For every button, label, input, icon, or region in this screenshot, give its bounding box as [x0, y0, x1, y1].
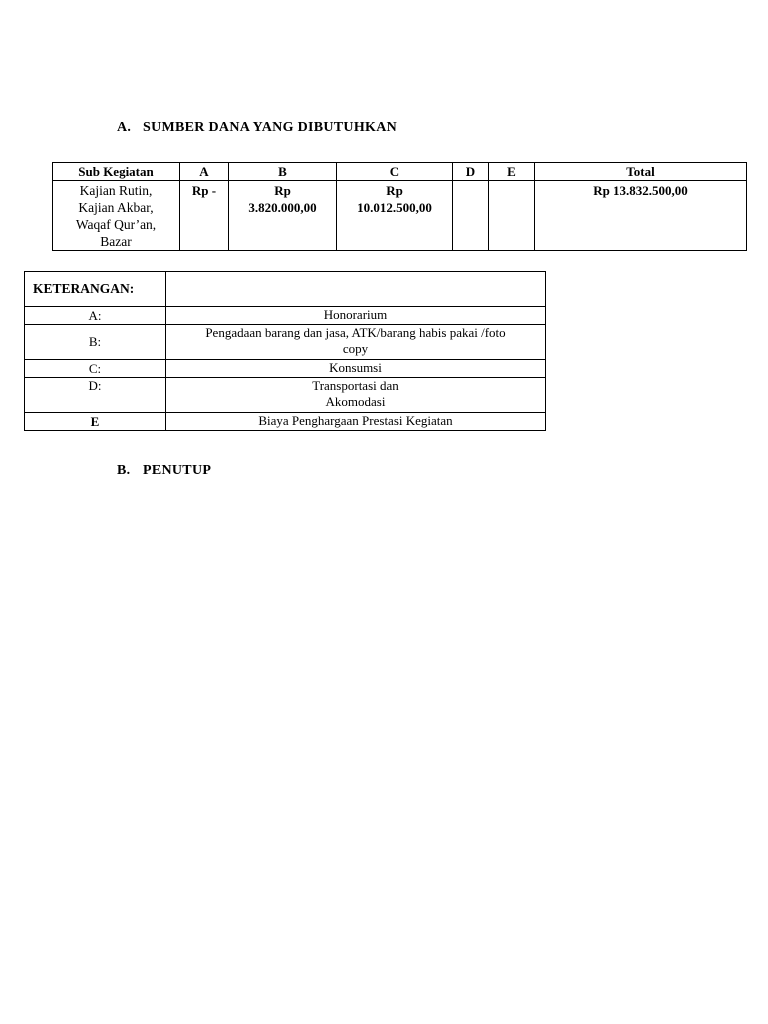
section-b-title: PENUTUP [143, 463, 212, 478]
keterangan-row [25, 413, 546, 431]
section-b-heading [117, 463, 211, 479]
keterangan-title: KETERANGAN: [25, 272, 166, 307]
header-a: A [180, 163, 229, 181]
keterangan-row [25, 378, 546, 413]
keterangan-value: Honorarium [166, 307, 546, 325]
cell-d [453, 181, 489, 251]
fund-table-header-row [53, 163, 747, 181]
cell-total: Rp 13.832.500,00 [535, 181, 747, 251]
keterangan-header-blank [166, 272, 546, 307]
header-d: D [453, 163, 489, 181]
section-a-heading [117, 120, 397, 136]
keterangan-value: Pengadaan barang dan jasa, ATK/barang habis pakai /foto copy [166, 325, 546, 360]
cell-a: Rp - [180, 181, 229, 251]
keterangan-table [24, 271, 546, 431]
keterangan-key: A: [25, 307, 166, 325]
header-e: E [489, 163, 535, 181]
keterangan-key: D: [25, 378, 166, 413]
fund-table-row [53, 181, 747, 251]
keterangan-key: B: [25, 325, 166, 360]
cell-e [489, 181, 535, 251]
section-a-title: SUMBER DANA YANG DIBUTUHKAN [143, 120, 398, 135]
keterangan-row [25, 307, 546, 325]
header-total: Total [535, 163, 747, 181]
header-c: C [337, 163, 453, 181]
header-b: B [229, 163, 337, 181]
cell-b: Rp 3.820.000,00 [229, 181, 337, 251]
keterangan-row [25, 325, 546, 360]
header-sub-kegiatan: Sub Kegiatan [53, 163, 180, 181]
section-a-number: A. [117, 120, 132, 135]
keterangan-header-row [25, 272, 546, 307]
keterangan-value: Biaya Penghargaan Prestasi Kegiatan [166, 413, 546, 431]
keterangan-key: C: [25, 360, 166, 378]
keterangan-row [25, 360, 546, 378]
fund-table [52, 162, 747, 251]
cell-c: Rp 10.012.500,00 [337, 181, 453, 251]
keterangan-key: E [25, 413, 166, 431]
cell-sub-kegiatan: Kajian Rutin, Kajian Akbar, Waqaf Qur’an, Bazar [53, 181, 180, 251]
section-b-number: B. [117, 463, 131, 478]
keterangan-value: Transportasi dan Akomodasi [166, 378, 546, 413]
keterangan-value: Konsumsi [166, 360, 546, 378]
